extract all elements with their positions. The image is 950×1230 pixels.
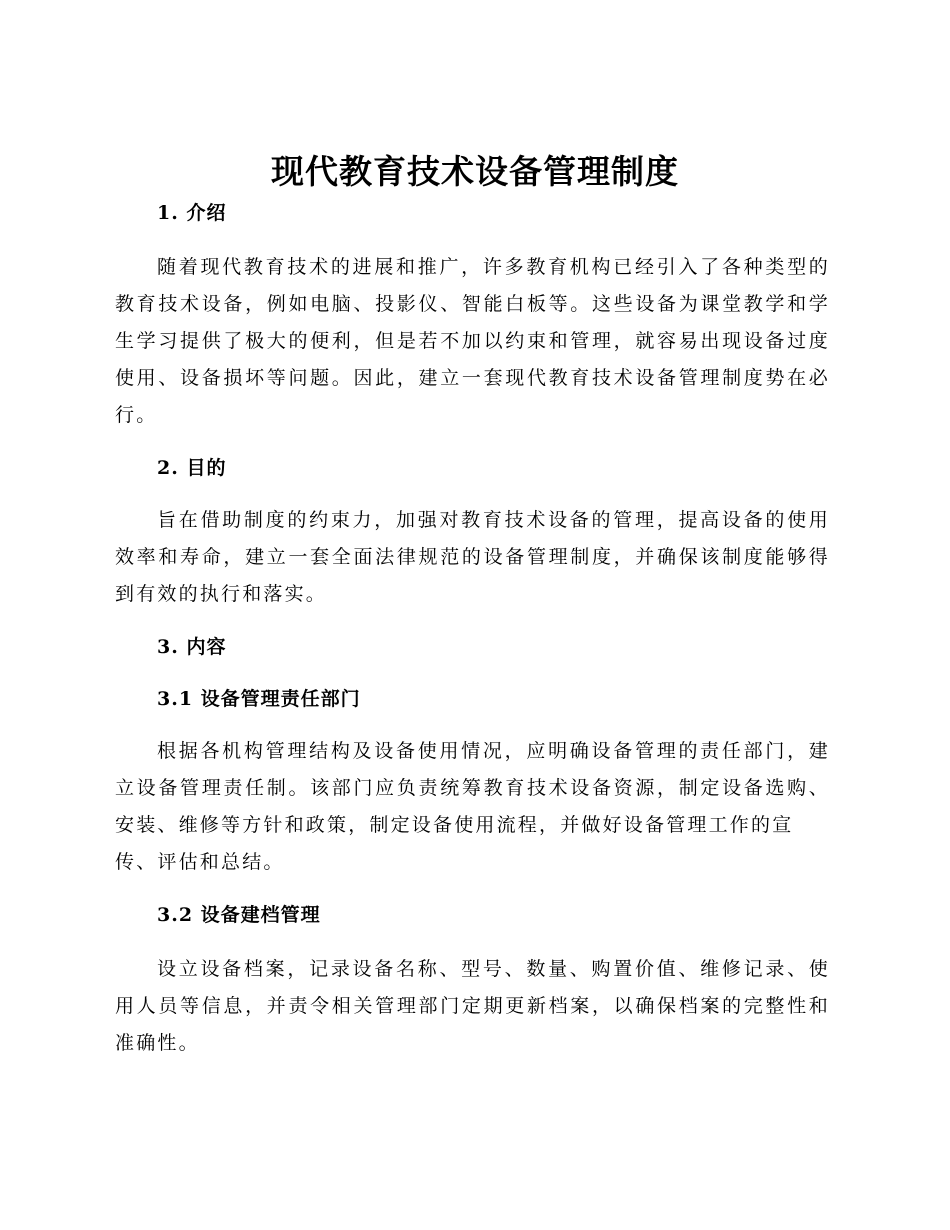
document-title: 现代教育技术设备管理制度 [271, 152, 679, 191]
section-heading-content: 3. 内容 [157, 636, 227, 658]
section-heading-purpose: 2. 目的 [157, 457, 227, 479]
paragraph-line: 设立设备档案，记录设备名称、型号、数量、购置价值、维修记录、使 [157, 958, 830, 980]
section-heading-introduction: 1. 介绍 [157, 202, 227, 224]
paragraph-line: 安装、维修等方针和政策，制定设备使用流程，并做好设备管理工作的宣 [115, 814, 794, 836]
paragraph-line: 到有效的执行和落实。 [115, 583, 328, 605]
section-paragraph-introduction [115, 249, 830, 434]
paragraph-line: 随着现代教育技术的进展和推广，许多教育机构已经引入了各种类型的 [157, 256, 830, 278]
paragraph-line: 教育技术设备，例如电脑、投影仪、智能白板等。这些设备为课堂教学和学 [115, 293, 830, 315]
section-paragraph-responsible-department [115, 733, 830, 881]
paragraph-line: 使用、设备损坏等问题。因此，建立一套现代教育技术设备管理制度势在必 [115, 367, 830, 389]
paragraph-line: 用人员等信息，并责令相关管理部门定期更新档案，以确保档案的完整性和 [115, 995, 830, 1017]
section-paragraph-equipment-records [115, 951, 830, 1062]
section-paragraph-purpose [115, 502, 830, 613]
paragraph-line: 准确性。 [115, 1032, 200, 1054]
paragraph-line: 旨在借助制度的约束力，加强对教育技术设备的管理，提高设备的使用 [157, 509, 830, 531]
paragraph-line: 立设备管理责任制。该部门应负责统筹教育技术设备资源，制定设备选购、 [115, 777, 830, 799]
paragraph-line: 生学习提供了极大的便利，但是若不加以约束和管理，就容易出现设备过度 [115, 330, 830, 352]
paragraph-line: 传、评估和总结。 [115, 851, 285, 873]
paragraph-line: 行。 [115, 404, 158, 426]
section-heading-responsible-department: 3.1 设备管理责任部门 [157, 688, 361, 710]
paragraph-line: 效率和寿命，建立一套全面法律规范的设备管理制度，并确保该制度能够得 [115, 546, 830, 568]
section-heading-equipment-records: 3.2 设备建档管理 [157, 904, 321, 926]
paragraph-line: 根据各机构管理结构及设备使用情况，应明确设备管理的责任部门，建 [157, 740, 830, 762]
